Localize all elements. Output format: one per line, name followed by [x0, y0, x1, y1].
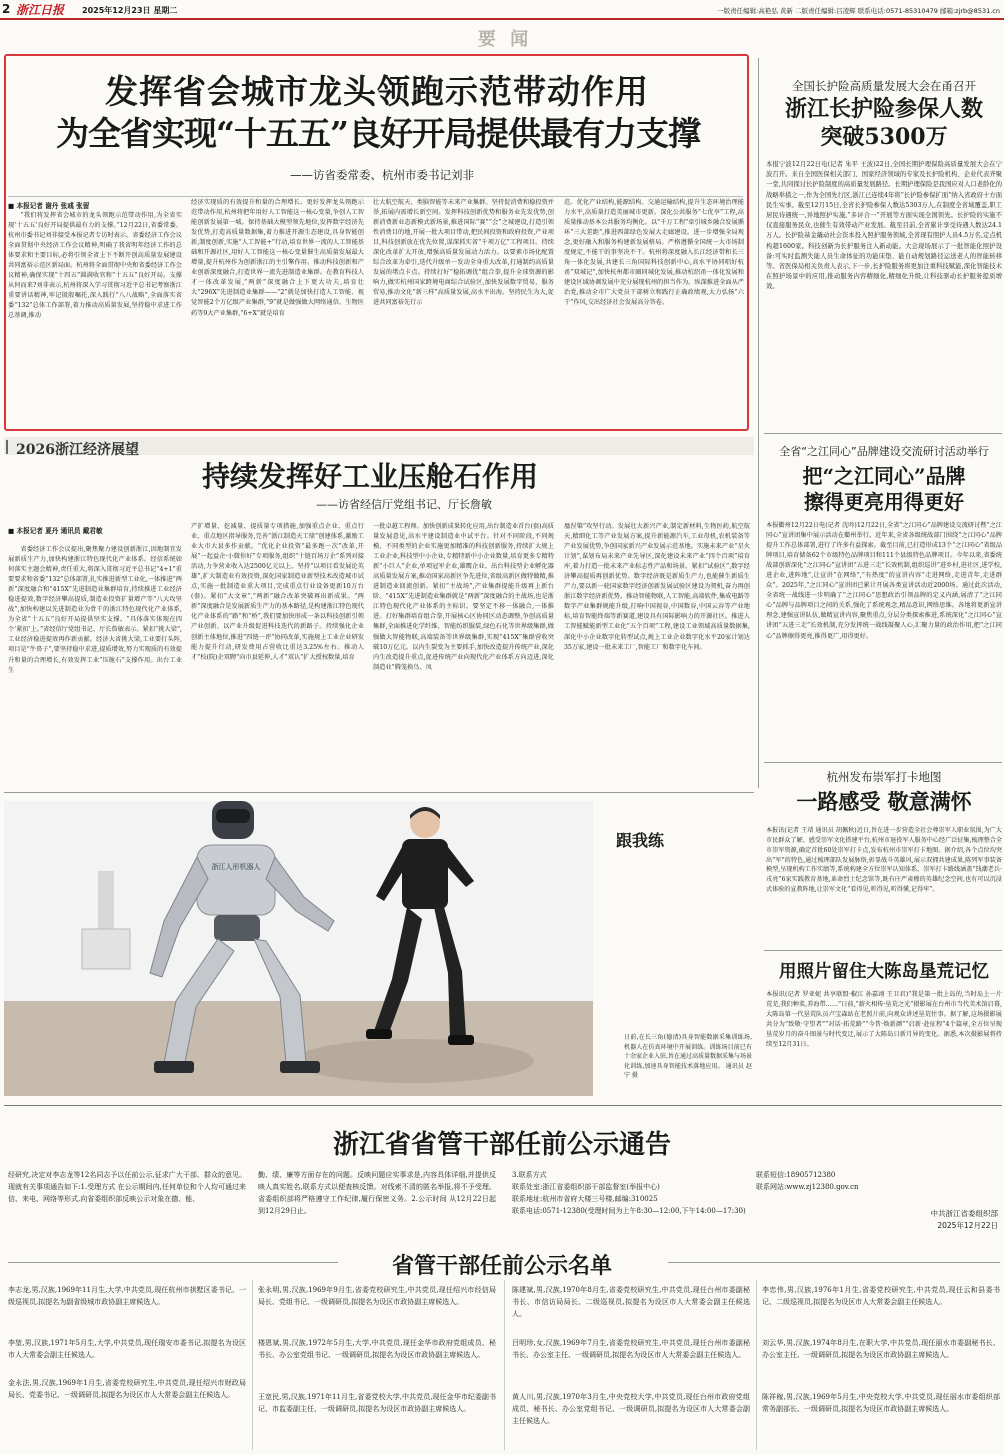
rule — [764, 762, 1002, 763]
photo-section-label: 跟我练 — [616, 831, 665, 850]
economy-column-3: 一批卓越工程师。加快创新成果转化应用,出台制造业首台(套)高质量发展意见,高水平建设制造业中试平台。针对不同阶段,不同规模、不同类型的企业实施更加精准的科技创新服务,持续扩大规上工业企业,科技型中小企业,专精特新中小企业数量,培育更多专精特新“小巨人”企业,单项冠军企业,雄鹰企业。出台科技型企业孵化器高质量发展方案,推动国家高新区争先进位,省级高新区做特做精,推进制造业回流创新。紧扣“主战场”,产业集群提能升级再上新台阶。“415X”先进制造业集群就是“两新”深度融合的主战场,也是浙江特色现代化产业体系的主标识。要坚定不移一体融合,一体推进。打好集群培育组合拳,开展核心区协同区动态调整,争创高质量集群,全面推进化学纤维、智能纺织服装,绿色石化等世界级集群,做强做大智能物联,高端装备等世界级集群,实现“415X”集群营收突破10万亿元。以内生裂变为主要抓手,加快改造提升传统产业,深化内生改造提升重点,促进传统产业向现代化产业体系方向迈进,深化制造业“腾笼换鸟、凤 — [373, 523, 554, 671]
list-entry: 吕明珍,女,汉族,1969年7月生,省委党校研究生,中共党员,现任台州市委副秘书长、办公室主任、一级调研员,拟提名为设区市人大常委会副主任候选人。 — [512, 1339, 750, 1359]
notice-sign-date: 2025年12月22日 — [937, 1221, 998, 1230]
section-banner: 要 闻 — [477, 29, 533, 50]
hangzhou-body: 本报讯(记者 王靖 通讯员 胡佩秋)近日,旨在进一步营造全社会尊崇军人职业氛围,为广大市民群众了解、感受崇军文化搭建平台,杭州市退役军人服务中心经广泛征集,梳理整合全市崇军资源,确定首批60处崇军打卡点,发布杭州市崇军打卡地图。据介绍,各个点位均突出“军”的特色,通过梳理部队发展脉络,彰显战斗英雄风,展示双拥共建成果,陈列军事装备模型,呈现机构工作实绩等,系统构建全方位崇军认知体系。崇军打卡路线涵盖“钱潮老兵·戎亮”6家实践教育基地,革命烈士纪念馆等,既有庄严肃穆的英雄纪念空间,也有可以沉浸式体验的宣教阵地,让崇军文化“看得见,听得见,听得懂,记得牢”。 — [766, 827, 1002, 894]
brand-headline-2: 擦得更亮用得更好 — [804, 490, 964, 514]
list-entry: 李堃,男,汉族,1971年5月生,大学,中共党员,现任瑞安市委书记,拟提名为设区市人大常委会副主任候选人。 — [8, 1339, 246, 1359]
economy-column-1 — [8, 545, 182, 771]
page-header — [0, 0, 1004, 20]
economy-column-4: 凰涅槃”攻坚行动。发展壮大新兴产业,制定新材料,生物医药,航空航天,精细化工等产业发展方案,提升新能源汽车,工业母机,农机装备等产业发展优势,争创国家新兴产业发展示范基地。实施未来产业“星火计划”,谋划布局未来产业先导区,深化建设未来产业“四个百项”培育库,着力打造一批未来产业标志性产品和场景。紧扣“试验区”,数字经济攀高提质再创新优势。数字经济既是新质生产力,也能催生新质生产力,要以新一轮国家数字经济创新发展试验区建设为契机,奋力再创浙江数字经济新优势。推动智能物联,人工智能,高端软件,集成电路等数字产业集群规能升级,打响中国视谷,中国数谷,中国云谷等产业地标,培育智能终端等新赛道,建设具有国际影响力的开源社区。推进人工智能赋能新型工业化“五个百项”工程,建设工业领域高质量数据集,深化中小企业数字化转型试点,规上工业企业数字化水平20家计划达35万家,建设一批未来工厂,智能工厂和数字化车间。 — [564, 523, 750, 651]
lead-divider — [8, 196, 743, 197]
section-marker-icon — [6, 440, 10, 454]
rule — [4, 1105, 1002, 1106]
robot-chest-logo: 浙江人形机器人 — [211, 863, 261, 871]
column-rule — [756, 1280, 757, 1450]
masthead-logo: 浙江日报 — [16, 3, 65, 17]
lead-column-1 — [8, 211, 182, 426]
nursing-headline-1: 浙江长护险参保人数 — [784, 96, 983, 122]
notice-signer: 中共浙江省委组织部 — [930, 1209, 998, 1218]
page-number: 2 — [2, 2, 11, 16]
rule — [764, 433, 1002, 434]
notice-headline: 浙江省省管干部任前公示通告 — [332, 1130, 671, 1160]
lead-headline-line2: 为全省实现“十五五”良好开局提供最有力支撑 — [56, 114, 700, 153]
economy-subtitle: ——访省经信厅党组书记、厅长詹敏 — [316, 498, 492, 511]
rule — [764, 950, 1002, 951]
brand-body: 本报衢州12月22日电(记者 沈吟)12月22日,全省“之江同心”品牌建设交流研讨暨“之江同心”宣讲团集中展示活动在衢州举行。近年来,全省各级统战部门围绕“之江同心”品牌提升工作总体部署,进行了许多有益探索。截至目前,已打造形成13个“之江同心”省级品牌项目,培育储备62个市级特色品牌项目和111个县级特色品牌项目。今年以来,省委统战部创新深化“之江同心”宣讲团“五进三走”长效机制,组织巡讲“进乡村,进社区,进学校,进企业,进阵地”,让宣讲“在网络”,“有热度”的宣讲内容“走进网络,走进青年,走进群众”。2025年,“之江同心”宣讲团已累计开展各类宣讲活动近2000场。通过此次活动,全省统一战线进一步明确了“之江同心”思想政治引领品牌的定义内涵,展清了“之江同心”品牌与品牌项目之间的关系,强化了系统观念,精品意识,网络思维。各地将更新宣讲理念,建强宣讲队伍,做精宣讲内容,聚焦重点,分层分类探索推进,系统深化“之江同心”宣讲团“五进三走”长效机制,充分发挥统一战线凝聚人心,汇聚力量的政治作用,把“之江同心”品牌擦得更亮,推得更广,用得更好。 — [766, 522, 1002, 640]
right-column-rule — [758, 58, 759, 788]
list-entry: 李志龙,男,汉族,1969年11月生,大学,中共党员,现任杭州市拱墅区委书记、一级巡视员,拟提名为副省级城市政协副主席候选人。 — [8, 1286, 246, 1306]
column-rule — [252, 1280, 253, 1450]
robot-photo-illustration — [4, 801, 593, 1096]
brand-headline-1: 把“之江同心”品牌 — [802, 464, 966, 488]
list-entry: 张永明,男,汉族,1969年9月生,省委党校研究生,中共党员,现任绍兴市经信局局长、党组书记、一级调研员,拟提名为设区市政协副主席候选人。 — [258, 1286, 496, 1306]
lead-byline: ■ 本报记者 谢丹 张彧 张留 — [8, 202, 90, 210]
lead-headline-line1: 发挥省会城市龙头领跑示范带动作用 — [105, 72, 649, 111]
nursing-headline-2: 突破5300万 — [820, 124, 948, 150]
notice-column-4: 联系短信:18905712380 联系网站:www.zj12380.gov.cn — [756, 1171, 859, 1191]
list-entry: 黄人川,男,汉族,1970年3月生,中央党校大学,中共党员,现任台州市政府党组成员、秘书长、办公室党组书记、一级调研员,拟提名为设区市人大常委会副主任候选人。 — [512, 1393, 750, 1425]
list-entry: 王宽民,男,汉族,1971年11月生,省委党校大学,中共党员,现任金华市纪委副书记、市监委副主任、一级调研员,拟提名为设区市政协副主席候选人。 — [258, 1393, 496, 1413]
list-entry: 刘云华,男,汉族,1974年8月生,在职大学,中共党员,现任丽水市委副秘书长、办公室主任、一级调研员,拟提名为设区市政协副主席候选人。 — [762, 1339, 1000, 1359]
brand-kicker: 全省“之江同心”品牌建设交流研讨活动举行 — [779, 445, 989, 458]
lead-column-1-text: “我们将发挥省会城市的龙头领跑示范带动作用,为全省实现‘十五五’良好开局提供最有力的支撑。”12月22日,省委常委、杭州市委书记刘非接受本报记者专访时表示。省委经济工作会议全面贯彻中央经济工作会议精神,明确了我省明年经济工作的总体要求和主要目标,必将引领全省上下不断开创高质量发展建设共同富裕示范区新局面。杭州将全面贯彻中央和省委经济工作会议精神,确保实现“十四五”圆满收官和“十五五”良好开局。支撑从何而来?刘非表示,杭州将深入学习贯彻习近平总书记考察浙江重要讲话精神,牢记殷殷嘱托,深入践行“八八战略”,全面落实省委“132”总体工作部署,着力推动高质量发展,坚持稳中求进工作总基调,推动 — [8, 212, 182, 320]
lead-subtitle: ——访省委常委、杭州市委书记刘非 — [290, 168, 474, 182]
lead-column-4: 范。优化产业结构,能源结构、交通运输结构,提升生态环境治理能力水平,高质量打造美丽城市更新。深化公共服务“七优享”工程,高质量推动基本公共服务均衡化。以“千万工程”牵引城乡融合发展循环“三大差距”,推进西部绿色发展大走廊建设。进一步增强全局观念,更好融入和服务构建新发展格局。严格遵循全国统一大市场制度规定,不能干的事坚决不干。杭州将深度融入长江经济带和长三角一体化发展,共建长三角国际科技创新中心,高水平协同唱好杭甬“双城记”,加快杭州都市圈同城化发展,推动杭绍甬一体化发展和建设区域协调发展中充分展现杭州的担当作为。纵深推进全面从严治党,推动全市广大党员干部树立和践行正确政绩观,大力弘扬“六干”作风,交出经济社会发展高分答卷。 — [564, 199, 744, 307]
list-headline: 省管干部任前公示名单 — [391, 1253, 612, 1279]
notice-column-2: 勤、绩、廉等方面存在的问题。反映问题应实事求是,内容具体详细,并提供反映人真实姓名,联系方式以便查核反馈。对线索不清的匿名举报,将不予受理。省委组织部将严格遵守工作纪律,履行保密义务。2.公示时间 从12月22日起到12月29日止。 — [258, 1171, 496, 1215]
rule — [4, 792, 754, 793]
list-entry: 陈建斌,男,汉族,1970年8月生,省委党校研究生,中共党员,现任台州市委副秘书长、市信访局局长、二级巡视员,拟提名为设区市人大常委会副主任候选人。 — [512, 1286, 750, 1318]
issue-date: 2025年12月23日 星期二 — [82, 6, 178, 15]
chendao-headline: 用照片留住大陈岛垦荒记忆 — [779, 962, 989, 982]
notice-column-1: 经研究,决定对李志龙等12名同志予以任前公示,征求广大干部、群众的意见。现就有关事项通告如下:1.受理方式 在公示期间内,任何单位和个人均可通过来信、来电、网络等形式,向省委组织部反映公示对象在德、能、 — [8, 1171, 246, 1203]
rule — [668, 1262, 1000, 1263]
hangzhou-kicker: 杭州发布崇军打卡地图 — [826, 770, 942, 784]
lead-column-2: 经济实现质的有效提升和量的合理增长。更好发挥龙头领跑示范带动作用,杭州将把年用好人工智能这一核心变量,争创人工智能创新发展第一城。保持基础大模型领先地位,发挥数字经济先发优势,打造高质量数据集,着力推进开源生态建设,具身智能创新,制度创新,实施“人工智能+”行动,培育世界一流的人工智能基础和开源社区,用好人工智能这一核心变量催生高质量发展最大增量,提升杭州作为创新浙江的主引擎作用。推动科技创新和产业创新深度融合,打造世界一流先进制造业集群。在教育科技人才一体改革发展,“两新”深度融合上下更大功夫,培育壮大“296X”先进制造业集群——“2”就是加快打造人工智能、视觉智能2个万亿级产业集群,“9”就是做强做大网络通信、生物医药等9大产业集群,“6+X”就是培育 — [191, 199, 364, 317]
editor-credits: 一版责任编辑:高艳弘 黄新 二版责任编辑:吕凌辉 联系电话:0571-85310479 邮箱:zjrb@8531.cn — [717, 7, 1000, 15]
economy-column-2: 产扩增量、挖减量、提质量专项措施,加强重点企业、重点行业、重点地区指导服务,完善“浙江制造天工鼎”创建体系,激励工业大市大县多作贡献。“优化企业投资“最多跑一次”改革,开展“一起益企·小微你好”专项服务,组织“十链百场万企”系列对接活动,力争营业收入达2500亿元以上。坚持“以项目看发展论英雄”,扩大制造业有效投资,深化国家制造业新型技术改造城市试点,实施一批制造业重大项目,完成重点行业设备更新10万台(套)。紧扣“大文章”,“两新”融合改革突破再出新成果。“两新”深度融合是发展新质生产力的基本路径,是构建浙江特色现代化产业体系的“路”和“桥”,我们要加快形成一条以科技创新引领产业创新、以产业升级促进科技迭代的新路子。持续强化企业创新主体地位,推进“四链一评”协同改革,实施规上工业企业研发能力提升行动,研发费用占营收比重达3.25%左右。推动人才“校(院)企双聘”向市县延伸,人才“双认”扩大授权数量,培育 — [191, 523, 364, 661]
list-entry: 金永法,男,汉族,1969年1月生,省委党校研究生,中共党员,现任绍兴市财政局局长、党委书记、一级调研员,拟提名为设区市人大常委会副主任候选人。 — [8, 1379, 246, 1399]
robot-training-photo — [4, 801, 593, 1096]
chendao-body: 本报讯(记者 罗亚妮 共享联盟·椒江 孙嘉翊 王卫君)“我是第一批上岛的,当时岛上一片荒芜,我们种菜,养海带……”日前,“薪火相传·垦荒之光”摄影展在台州市当代美术馆启幕,大陈岛第一代垦荒队员卢宝森站在老照片前,向观众讲述垦荒往事。据了解,这场摄影展共分为“致敬·守望者”“对话·拓荒路”“今昔·焕新颜”“启新·赴征程”4个篇章,全方位呈现垦荒岁月的奋斗图景与时代变迁,展示了大陈岛日新月异的变化。据悉,本次摄影展将持续至12月31日。 — [766, 991, 1002, 1049]
hangzhou-headline: 一路感受 敬意满怀 — [796, 789, 972, 814]
nursing-body: 本报宁波12月22日电(记者 朱平 王波)22日,全国长期护理保险高质量发展大会在宁波召开。来自全国医保相关部门、国家经济领域的专家及长护险机构、企业代表齐聚一堂,共同探讨长护险制度的高质量发展路径。长期护理保险是我国应对人口老龄化的战略举措之一,作为全国先行区,浙江已连续4年将“长护险参保扩面”纳入省政府十方面民生实事。截至12月15日,全省长护险参保人数达5303万人,在制度全省域覆盖,职工居民待遇统一,异地照护实施,“多评合一”开展等方面实现全国领先。长护险的实施不仅直接服务民众,也催生有效带动产业发展。截至目前,全省累计享受待遇人数达24.1万人。长护险基金撬动社会资本投入照护服务领域,全省现有照护人员4.5万名,定点机构超1600家。科技创新为长护服务注入新动能。大会现场展示了一批智能化照护设备:可实时监测失能人员生命体征的功能床垫、能自动规划路径运送老人的智能转移等。省医保局相关负责人表示,下一步,长护险服务将更加注重科技赋能,深化智能技术在照护场景中的应用,推动服务内容精细化,精细化升级,让科技驱动长护服务提质增效。 — [766, 161, 1002, 291]
notice-column-3: 3.联系方式 联系处室:浙江省委组织部干部监督室(举报中心) 联系地址:杭州市省府大楼三号楼,邮编:310025 联系电话:0571-12380(受理时间为上午8:30—12:00,下午14:00—17:30) — [512, 1171, 746, 1215]
list-entry: 李忠伟,男,汉族,1976年1月生,省委党校研究生,中共党员,现任云和县委书记、二级巡视员,拟提名为设区市人大常委会副主任候选人。 — [762, 1286, 1000, 1306]
lead-column-3: 壮大航空航天、类脑智能等未来产业集群。坚持促消费和稳投资并举,拓展内需增长新空间。发挥科技创新优势和服务业先发优势,创新消费新业态新模式新场景,推进国际“赛”“会”之城建设,打造引领性消费目的地,开展一批大项目带动,把民间投资和政府投资,产业项目,科技创新放在优先位置,谋深抓实省“千项万亿”工程项目。持续深化改革扩大开放,增强高质量发展动力活力。以要素市场化配置综合改革为牵引,迭代升级单一发动全身重大改革,打通制约高质量发展的堵点卡点。持续打好“稳拓调优”组合拳,提升全球资源的影响力,做实杭州国家跨境电商综合试验区,加快发展数字贸易、服务贸易,推动文化“新三样”高质量发展,高水平出海。坚持民生为大,促进共同富裕先行示 — [373, 199, 554, 307]
list-entry: 陈祥稼,男,汉族,1969年5月生,中央党校大学,中共党员,现任丽水市委组织部常务副部长、一级调研员,拟提名为设区市政协副主席候选人。 — [762, 1393, 1000, 1413]
nursing-kicker: 全国长护险高质量发展大会在甬召开 — [792, 79, 976, 93]
column-rule — [504, 1280, 505, 1450]
economy-headline: 持续发挥好工业压舱石作用 — [201, 460, 538, 493]
rule — [8, 1262, 338, 1263]
economy-byline: ■ 本报记者 夏丹 通讯员 戴君敏 — [8, 527, 103, 535]
photo-caption: 日前,在长三角(德清)具身智能数据采集训练场,机器人在仿真环境中开展训练。训练场目前已有十余家企业入驻,旨在通过高质量数据采集与场景化训练,加速具身智能技术落地应用。 通讯员 赵宁 摄 — [624, 1034, 752, 1080]
list-entry: 楼恩斌,男,汉族,1972年5月生,大学,中共党员,现任金华市政府党组成员、秘书长、办公室党组书记、一级调研员,拟提名为设区市政协副主席候选人。 — [258, 1339, 496, 1359]
economy-section-label: 2026浙江经济展望 — [16, 442, 139, 458]
economy-column-1-text: 省委经济工作会议提出,聚焦聚力建设创新浙江,因地制宜发展新质生产力,加快构建浙江特色现代化产业体系。经信系统如何落实主题会精神,责任重大,将深入贯彻习近平总书记“4+1”重要要求和省委“132”总体部署,扎实推进新型工业化,一体推进“两新”深度融合和“415X”先进制造业集群培育,持续推进工业经济稳进提效,数字经济攀高提质,制造业投资扩量增产等“八大攻坚战”,加快构建以先进制造业为骨干的浙江特色现代化产业体系,为全省“十五五”良好开局提供坚实支撑。“具体落实体现在四个‘紧扣’上。”省经信厅党组书记、厅长詹敏表示。紧扣“挑大梁”,工业经济稳进提效再作新贡献。经济大省挑大梁,工业要打头阵,项目是“牛鼻子”,要坚持稳中求进,提质增效,努力实现质的有效提升和量的合理增长,有效发挥工业“压舱石”支撑作用。出台工业生 — [8, 546, 182, 674]
